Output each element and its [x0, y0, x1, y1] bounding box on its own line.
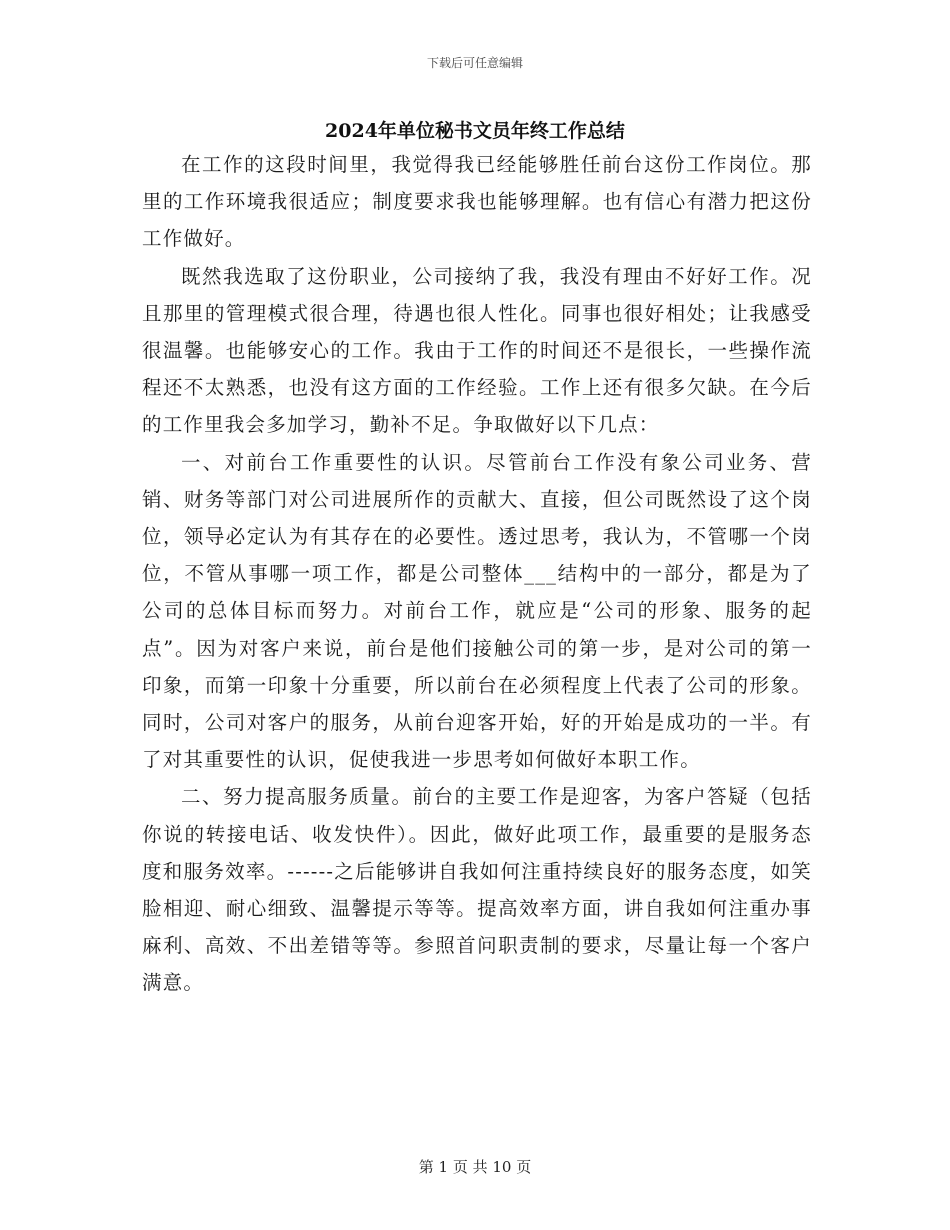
- page-number: 第 1 页 共 10 页: [418, 1158, 532, 1176]
- paragraph-point-two: 二、努力提高服务质量。前台的主要工作是迎客，为客户答疑（包括你说的转接电话、收发快件）。因此，做好此项工作，最重要的是服务态度和服务效率。------之后能够讲自我如何注重持续良好的服务态度，如笑脸相迎、耐心细致、温馨提示等等。提高效率方面，讲自我如何注重办事麻利、高效、不出差错等等。参照首问职责制的要求，尽量让每一个客户满意。: [142, 785, 812, 995]
- paragraph-point-one: 一、对前台工作重要性的认识。尽管前台工作没有象公司业务、营销、财务等部门对公司进展所作的贡献大、直接，但公司既然设了这个岗位，领导必定认为有其存在的必要性。透过思考，我认为，不管哪一个岗位，不管从事哪一项工作，都是公司整体___结构中的一部分，都是为了公司的总体目标而努力。对前台工作，就应是“公司的形象、服务的起点”。因为对客户来说，前台是他们接触公司的第一步，是对公司的第一印象，而第一印象十分重要，所以前台在必须程度上代表了公司的形象。同时，公司对客户的服务，从前台迎客开始，好的开始是成功的一半。有了对其重要性的认识，促使我进一步思考如何做好本职工作。: [142, 450, 812, 772]
- paragraph-career: 既然我选取了这份职业，公司接纳了我，我没有理由不好好工作。况且那里的管理模式很合理，待遇也很人性化。同事也很好相处；让我感受很温馨。也能够安心的工作。我由于工作的时间还不是很长，一些操作流程还不太熟悉，也没有这方面的工作经验。工作上还有很多欠缺。在今后的工作里我会多加学习，勤补不足。争取做好以下几点：: [142, 264, 812, 437]
- header-note: 下载后可任意编辑: [426, 56, 523, 70]
- document-title: 2024年单位秘书文员年终工作总结: [325, 120, 625, 142]
- document-body: [142, 146, 812, 1002]
- paragraph-intro: 在工作的这段时间里，我觉得我已经能够胜任前台这份工作岗位。那里的工作环境我很适应；制度要求我也能够理解。也有信心有潜力把这份工作做好。: [142, 153, 812, 251]
